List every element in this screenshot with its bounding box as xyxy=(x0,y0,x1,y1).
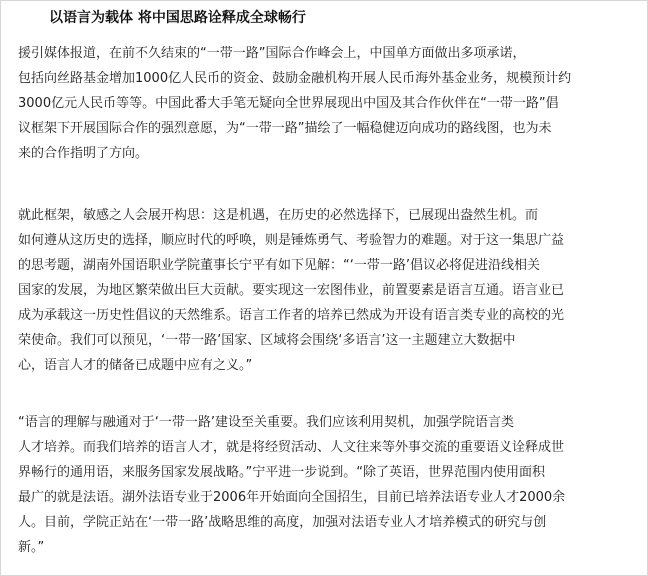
paragraph-line: 荣使命。我们可以预见，‘一带一路’国家、区域将会围绕‘多语言’这一主题建立大数据中 xyxy=(18,333,516,348)
paragraph-line: 界畅行的通用语，来服务国家发展战略。”宁平进一步说到。“除了英语，世界范围内使用面积 xyxy=(18,465,545,480)
paragraph-3 xyxy=(18,410,634,560)
paragraph-line: 3000亿元人民币等等。中国此番大手笔无疑向全世界展现出中国及其合作伙伴在“一带一路”倡 xyxy=(18,96,559,111)
paragraph-line: 援引媒体报道，在前不久结束的“一带一路”国际合作峰会上，中国单方面做出多项承诺， xyxy=(18,46,526,61)
paragraph-line: 如何遵从这历史的选择，顺应时代的呼唤，则是锤炼勇气、考验智力的难题。对于这一集思广益 xyxy=(18,233,565,248)
paragraph-line: 就此框架，敏感之人会展开构思：这是机遇，在历史的必然选择下，已展现出盎然生机。而 xyxy=(18,208,539,223)
article-title: 以语言为载体 将中国思路诠释成全球畅行 xyxy=(49,10,306,26)
paragraph-line: 人才培养。而我们培养的语言人才，就是将经贸活动、人文往来等外事交流的重要语义诠释成世 xyxy=(18,440,565,455)
paragraph-line: 国家的发展，为地区繁荣做出巨大贡献。要实现这一宏图伟业，前置要素是语言互通。语言业已 xyxy=(18,283,565,298)
paragraph-line: 包括向丝路基金增加1000亿人民币的资金、鼓励金融机构开展人民币海外基金业务，规模预计约 xyxy=(18,71,572,86)
paragraph-line: 新。” xyxy=(18,540,45,555)
paragraph-line: 议框架下开展国际合作的强烈意愿，为“一带一路”描绘了一幅稳健迈向成功的路线图，也为未 xyxy=(18,121,552,136)
paragraph-line: 人。目前，学院正站在‘一带一路’战略思维的高度，加强对法语专业人才培养模式的研究与创 xyxy=(18,515,547,530)
paragraph-line: 成为承载这一历史性倡议的天然维系。语言工作者的培养已然成为开设有语言类专业的高校的光 xyxy=(18,308,565,323)
paragraph-line: 心，语言人才的储备已成题中应有之义。” xyxy=(18,358,253,373)
paragraph-line: 来的合作指明了方向。 xyxy=(18,146,149,161)
paragraph-line: 最广的就是法语。湖外法语专业于2006年开始面向全国招生，目前已培养法语专业人才2000余 xyxy=(18,490,566,505)
paragraph-1 xyxy=(18,41,634,166)
paragraph-line: 的思考题，湖南外国语职业学院董事长宁平有如下见解：“‘一带一路’倡议必将促进沿线相关 xyxy=(18,258,541,273)
paragraph-2 xyxy=(18,203,634,378)
paragraph-line: “语言的理解与融通对于‘一带一路’建设至关重要。我们应该利用契机，加强学院语言类 xyxy=(18,415,515,430)
